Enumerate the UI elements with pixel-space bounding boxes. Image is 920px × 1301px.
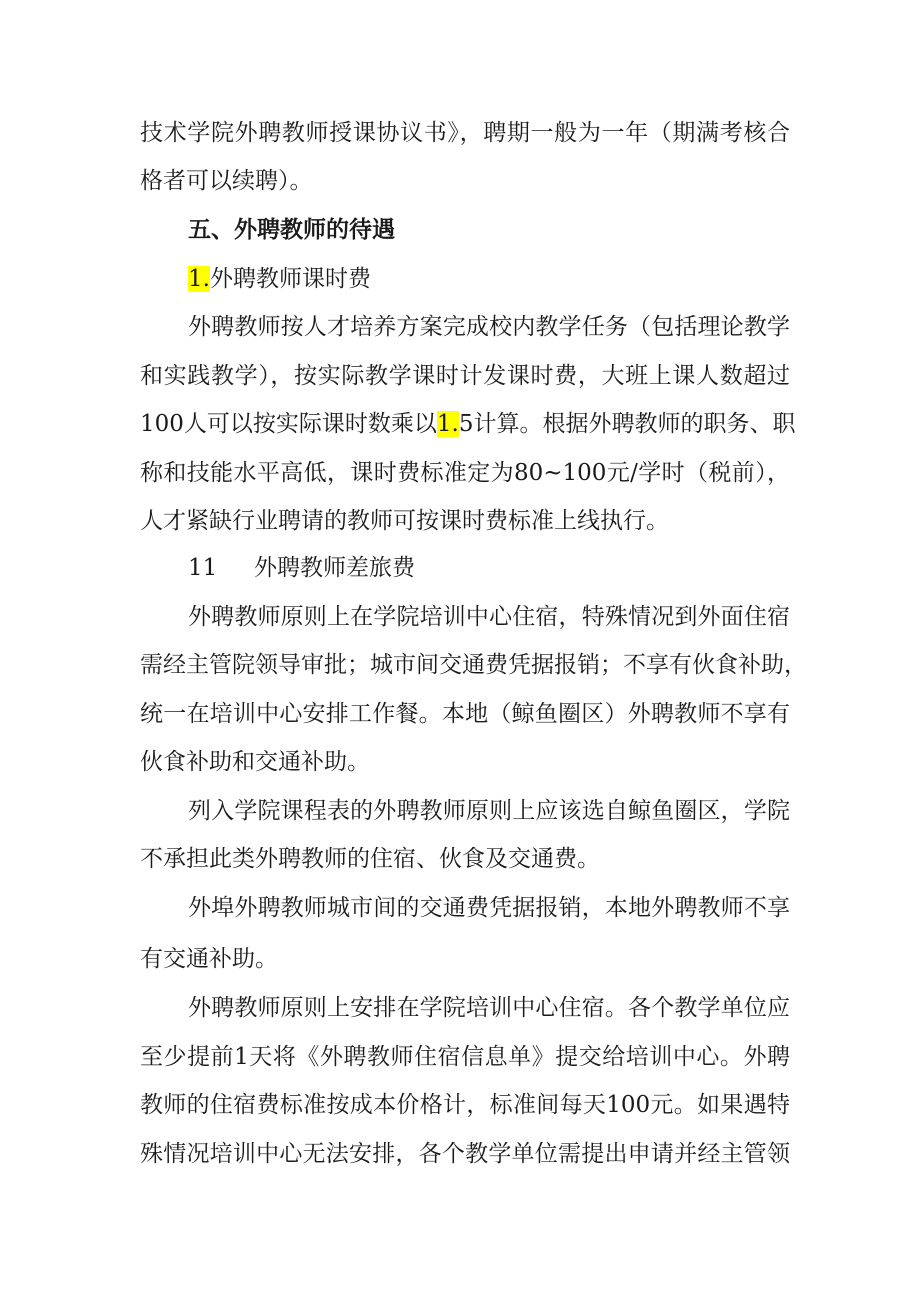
item-heading-1: [188, 264, 790, 294]
paragraph-line: 和实践教学），按实际教学课时计发课时费，大班上课人数超过: [140, 363, 790, 389]
text-segment: 5计算。根据外聘教师的职务、职: [458, 411, 796, 437]
paragraph-line: 教师的住宿费标准按成本价格计，标准间每天100元。如果遇特: [140, 1092, 790, 1118]
paragraph-line: 外聘教师原则上在学院培训中心住宿，特殊情况到外面住宿: [188, 604, 790, 630]
item-number-highlight: 1.: [188, 266, 210, 292]
paragraph-line: 有交通补助。: [140, 946, 278, 972]
item-title: 外聘教师课时费: [209, 266, 371, 292]
paragraph-line: 格者可以续聘）。: [140, 168, 313, 194]
paragraph-line: 称和技能水平高低，课时费标准定为80~100元/学时（税前），: [140, 460, 790, 486]
highlighted-text: 1.: [436, 411, 459, 437]
item-title: 外聘教师差旅费: [254, 555, 415, 581]
paragraph-line: 人才紧缺行业聘请的教师可按课时费标准上线执行。: [140, 508, 669, 534]
paragraph-line: 不承担此类外聘教师的住宿、伙食及交通费。: [140, 846, 600, 872]
paragraph-line: 技术学院外聘教师授课协议书》，聘期一般为一年（期满考核合: [140, 120, 790, 146]
paragraph-line: 外聘教师按人才培养方案完成校内教学任务（包括理论教学: [188, 314, 790, 340]
paragraph-line: 需经主管院领导审批；城市间交通费凭据报销；不享有伙食补助，: [140, 652, 807, 678]
item-heading-2: [188, 553, 790, 583]
section-heading: 五、外聘教师的待遇: [188, 217, 395, 243]
paragraph-line: 殊情况培训中心无法安排，各个教学单位需提出申请并经主管领: [140, 1141, 790, 1167]
paragraph-line: 外聘教师原则上安排在学院培训中心住宿。各个教学单位应: [188, 995, 790, 1021]
paragraph-line: 外埠外聘教师城市间的交通费凭据报销，本地外聘教师不享: [188, 895, 790, 921]
paragraph-line: 统一在培训中心安排工作餐。本地（鲸鱼圈区）外聘教师不享有: [140, 701, 790, 727]
paragraph-line: [140, 409, 796, 439]
paragraph-line: 至少提前1天将《外聘教师住宿信息单》提交给培训中心。外聘: [140, 1044, 790, 1070]
text-segment: 100人可以按实际课时数乘以: [140, 411, 437, 437]
paragraph-line: 伙食补助和交通补助。: [140, 749, 370, 775]
paragraph-line: 列入学院课程表的外聘教师原则上应该选自鲸鱼圈区，学院: [188, 798, 790, 824]
item-number: 11: [188, 555, 218, 581]
